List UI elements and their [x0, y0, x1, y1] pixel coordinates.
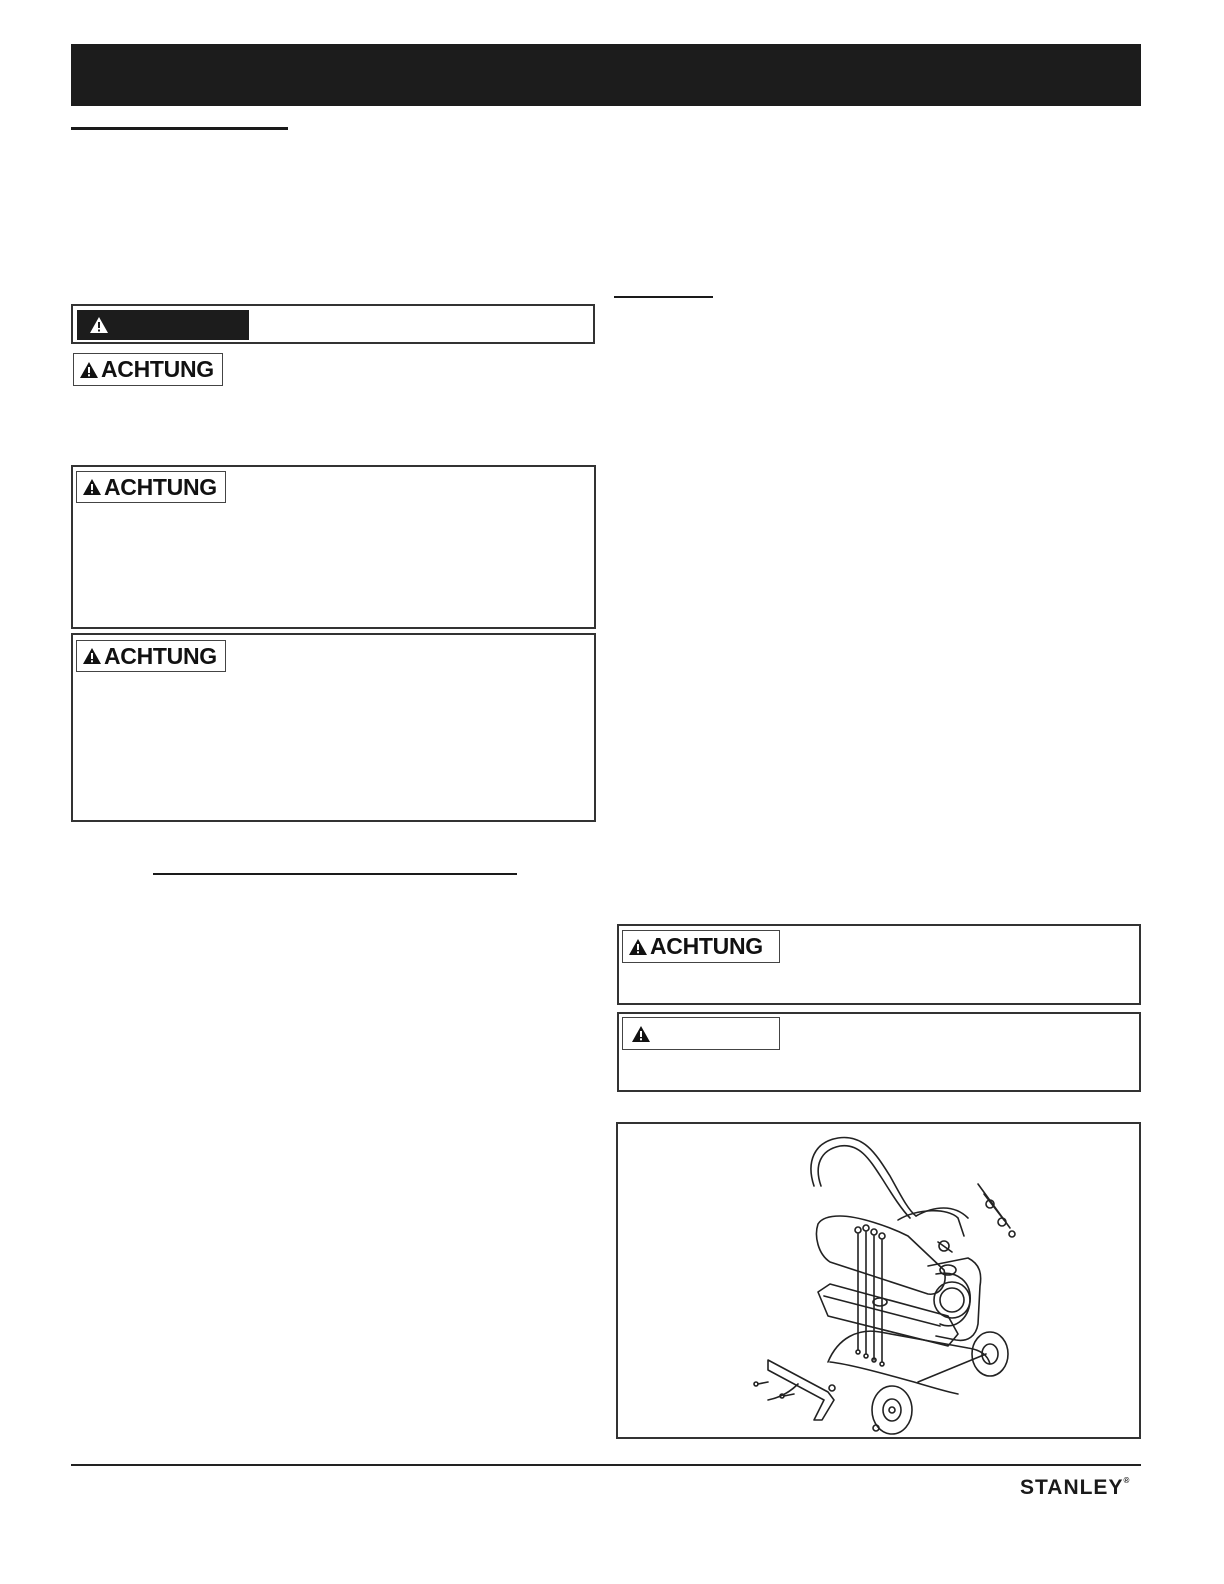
assembly-heading-underline	[153, 873, 517, 875]
warning-box-2	[71, 633, 596, 822]
warning-label-dark	[77, 310, 249, 340]
warning-triangle-icon	[82, 646, 102, 666]
achtung-tag	[76, 471, 226, 503]
warning-box-1	[71, 465, 596, 629]
warning-triangle-icon	[89, 316, 109, 334]
warning-banner-box	[71, 304, 595, 344]
footer-rule	[71, 1464, 1141, 1466]
brand-logo	[1020, 1476, 1129, 1500]
warning-triangle-icon	[79, 360, 99, 380]
achtung-label: ACHTUNG	[101, 356, 214, 382]
header-bar	[71, 44, 1141, 106]
achtung-tag	[622, 930, 780, 963]
subsection-heading-underline	[614, 296, 713, 298]
achtung-label: ACHTUNG	[104, 473, 217, 500]
warning-box-3	[617, 924, 1141, 1005]
brand-text: STANLEY	[1020, 1476, 1124, 1499]
warning-triangle-icon	[631, 1024, 651, 1044]
achtung-label: ACHTUNG	[104, 642, 217, 669]
assembly-figure-box	[616, 1122, 1141, 1439]
warning-triangle-icon	[628, 937, 648, 957]
section-heading-underline	[71, 127, 288, 130]
warning-box-4	[617, 1012, 1141, 1092]
heater-assembly-diagram	[618, 1124, 1139, 1437]
achtung-tag	[73, 353, 223, 386]
warning-triangle-icon	[82, 477, 102, 497]
warning-label-outline	[622, 1017, 780, 1050]
registered-mark: ®	[1123, 1476, 1130, 1485]
achtung-tag	[76, 640, 226, 672]
achtung-label: ACHTUNG	[650, 933, 763, 959]
